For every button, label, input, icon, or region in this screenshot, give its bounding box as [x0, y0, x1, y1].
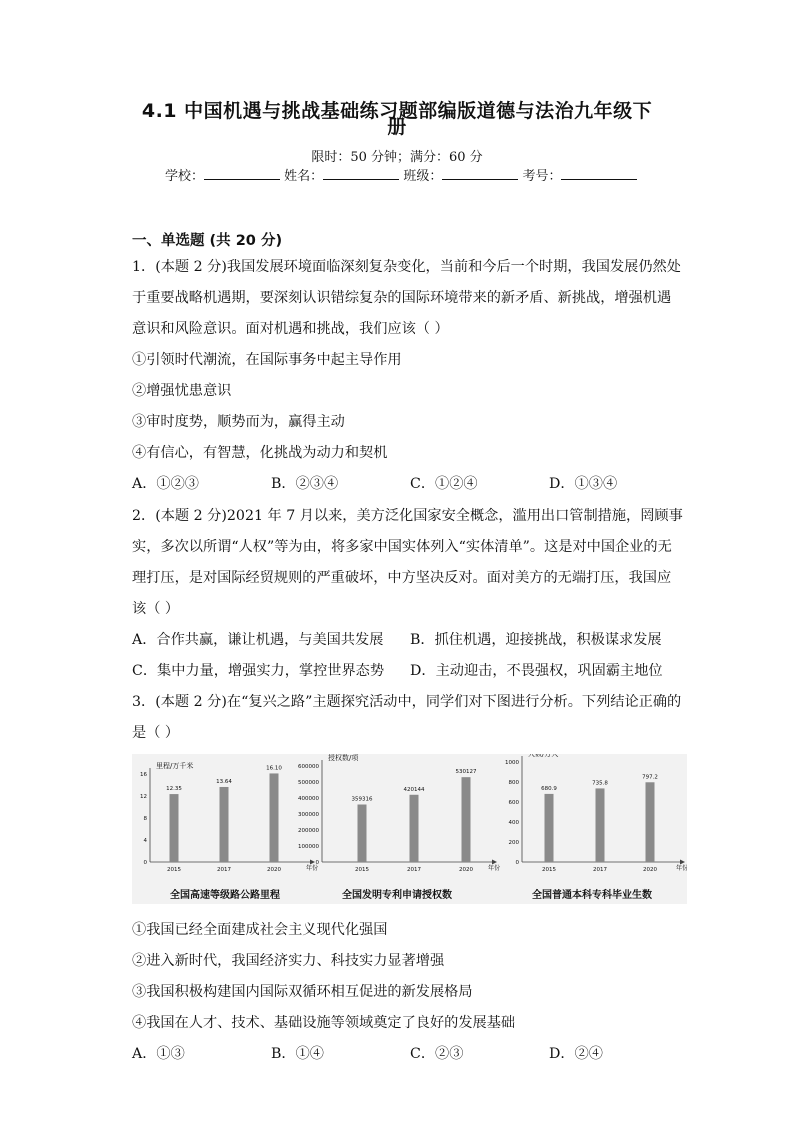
chart2-value-label: 530127: [455, 769, 477, 776]
q1-option-a: A．①②③: [132, 476, 199, 492]
chart2-value-label: 420144: [403, 786, 425, 793]
chart2-ytick: 300000: [298, 812, 319, 818]
info-fields: [165, 165, 637, 184]
chart2-xtick: 2015: [355, 867, 369, 873]
chart1-ylabel: 里程/万千米: [156, 762, 194, 770]
q3-line: 3．(本题 2 分)在“复兴之路”主题探究活动中，同学们对下图进行分析。下列结论正确的: [132, 694, 682, 710]
q2-line: 该（ ）: [132, 601, 180, 617]
q2-option-b: B．抓住机遇，迎接挑战，积极谋求发展: [410, 632, 662, 648]
chart1-ytick: 12: [140, 794, 147, 800]
chart1-bar: [170, 794, 179, 862]
chart1-ytick: 4: [143, 838, 147, 844]
chart3-value-label: 680.9: [541, 785, 557, 792]
chart3-bar: [596, 788, 605, 862]
school-blank: [204, 167, 280, 180]
number-blank: [561, 167, 637, 180]
chart2-ytick: 0: [315, 860, 319, 866]
q3-option-a: A．①③: [132, 1046, 185, 1062]
name-label: 姓名：: [284, 169, 324, 184]
chart3-ytick: 200: [508, 840, 519, 846]
chart3-ytick: 0: [515, 860, 519, 866]
chart2-bar: [462, 777, 471, 862]
q3-item: ②进入新时代，我国经济实力、科技实力显著增强: [132, 953, 445, 969]
time-score-limits: 限时：50 分钟；满分：60 分: [311, 150, 483, 165]
q3-item: ④我国在人才、技术、基础设施等领域奠定了良好的发展基础: [132, 1015, 516, 1031]
chart3-xtick: 2015: [542, 867, 556, 873]
q1-option-b: B．②③④: [271, 476, 339, 492]
q3-item: ③我国积极构建国内国际双循环相互促进的新发展格局: [132, 984, 473, 1000]
q1-line: 1．(本题 2 分)我国发展环境面临深刻复杂变化，当前和今后一个时期，我国发展仍然处: [132, 259, 681, 275]
q3-option-d: D．②④: [549, 1046, 603, 1062]
chart3-ytick: 400: [508, 820, 519, 826]
chart2-xtick: 2020: [459, 867, 473, 873]
chart3-ytick: 600: [508, 800, 519, 806]
chart3-ytick: 800: [508, 780, 519, 786]
q2-option-c: C．集中力量，增强实力，掌控世界态势: [132, 663, 385, 679]
q1-line: 于重要战略机遇期，要深刻认识错综复杂的国际环境带来的新矛盾、新挑战，增强机遇: [132, 290, 672, 306]
section-heading: 一、单选题 (共 20 分): [132, 233, 283, 249]
q2-line: 2．(本题 2 分)2021 年 7 月以来，美方泛化国家安全概念，滥用出口管制措施，罔顾事: [132, 508, 683, 524]
chart1-x-arrow: [310, 860, 315, 865]
q3-charts: [132, 754, 687, 904]
chart3-value-label: 797.2: [642, 774, 658, 781]
chart3-ylabel: 人数/万人: [528, 754, 559, 758]
chart2-ytick: 200000: [298, 828, 319, 834]
chart2-value-label: 359316: [351, 796, 373, 803]
q1-item: ③审时度势，顺势而为，赢得主动: [132, 414, 345, 430]
school-label: 学校：: [165, 169, 205, 184]
chart1-xlabel: 年份: [306, 865, 319, 872]
q3-item: ①我国已经全面建成社会主义现代化强国: [132, 922, 388, 938]
chart2-bar: [358, 805, 367, 862]
chart2-ytick: 100000: [298, 844, 319, 850]
document-title-line2: 册: [387, 116, 407, 138]
class-blank: [442, 167, 518, 180]
q1-item: ①引领时代潮流，在国际事务中起主导作用: [132, 352, 402, 368]
chart1-value-label: 13.64: [216, 778, 232, 785]
q3-figure: [132, 754, 687, 904]
q1-item: ④有信心，有智慧，化挑战为动力和契机: [132, 445, 388, 461]
q2-option-d: D．主动迎击，不畏强权，巩固霸主地位: [410, 663, 663, 679]
q2-line: 理打压，是对国际经贸规则的严重破坏，中方坚决反对。面对美方的无端打压，我国应: [132, 570, 672, 586]
chart1-ytick: 0: [143, 860, 147, 866]
q3-option-b: B．①④: [271, 1046, 324, 1062]
chart3-caption: 全国普通本科专科毕业生数: [532, 890, 652, 901]
chart1-caption: 全国高速等级路公路里程: [170, 890, 280, 901]
chart2-ylabel: 授权数/项: [328, 754, 359, 762]
chart2-ytick: 400000: [298, 796, 319, 802]
chart3-bar: [545, 794, 554, 862]
chart2-ytick: 500000: [298, 780, 319, 786]
q1-option-d: D．①③④: [549, 476, 618, 492]
chart1-xtick: 2020: [267, 867, 281, 873]
chart1-xtick: 2015: [167, 867, 181, 873]
chart2-x-arrow: [492, 860, 497, 865]
chart3-xtick: 2017: [593, 867, 607, 873]
chart2-caption: 全国发明专利申请授权数: [342, 890, 452, 901]
chart2-xtick: 2017: [407, 867, 421, 873]
chart3-bar: [646, 782, 655, 862]
q2-line: 实，多次以所谓“人权”等为由，将多家中国实体列入“实体清单”。这是对中国企业的无: [132, 539, 672, 555]
number-label: 考号：: [522, 169, 562, 184]
chart2-xlabel: 年份: [488, 865, 501, 872]
q2-option-a: A．合作共赢，谦让机遇，与美国共发展: [132, 632, 384, 648]
chart1-ytick: 8: [143, 816, 147, 822]
chart2-bar: [410, 795, 419, 862]
chart1-ytick: 16: [140, 772, 147, 778]
q1-item: ②增强忧患意识: [132, 383, 232, 399]
chart2-ytick: 600000: [298, 764, 319, 770]
chart3-xlabel: 年份: [676, 865, 687, 872]
q3-line: 是（ ）: [132, 725, 180, 741]
chart1-bar: [270, 773, 279, 862]
chart1-xtick: 2017: [217, 867, 231, 873]
chart3-ytick: 1000: [505, 760, 519, 766]
chart1-bar: [220, 787, 229, 862]
document-title-line1: 4.1 中国机遇与挑战基础练习题部编版道德与法治九年级下: [141, 100, 653, 122]
q1-option-c: C．①②④: [410, 476, 478, 492]
chart3-xtick: 2020: [643, 867, 657, 873]
chart1-value-label: 16.10: [266, 765, 282, 772]
name-blank: [323, 167, 399, 180]
chart3-value-label: 735.8: [592, 780, 608, 787]
chart1-value-label: 12.35: [166, 786, 182, 793]
chart3-x-arrow: [680, 860, 685, 865]
q3-option-c: C．②③: [410, 1046, 464, 1062]
q1-line: 意识和风险意识。面对机遇和挑战，我们应该（ ）: [132, 321, 449, 337]
class-label: 班级：: [403, 169, 443, 184]
